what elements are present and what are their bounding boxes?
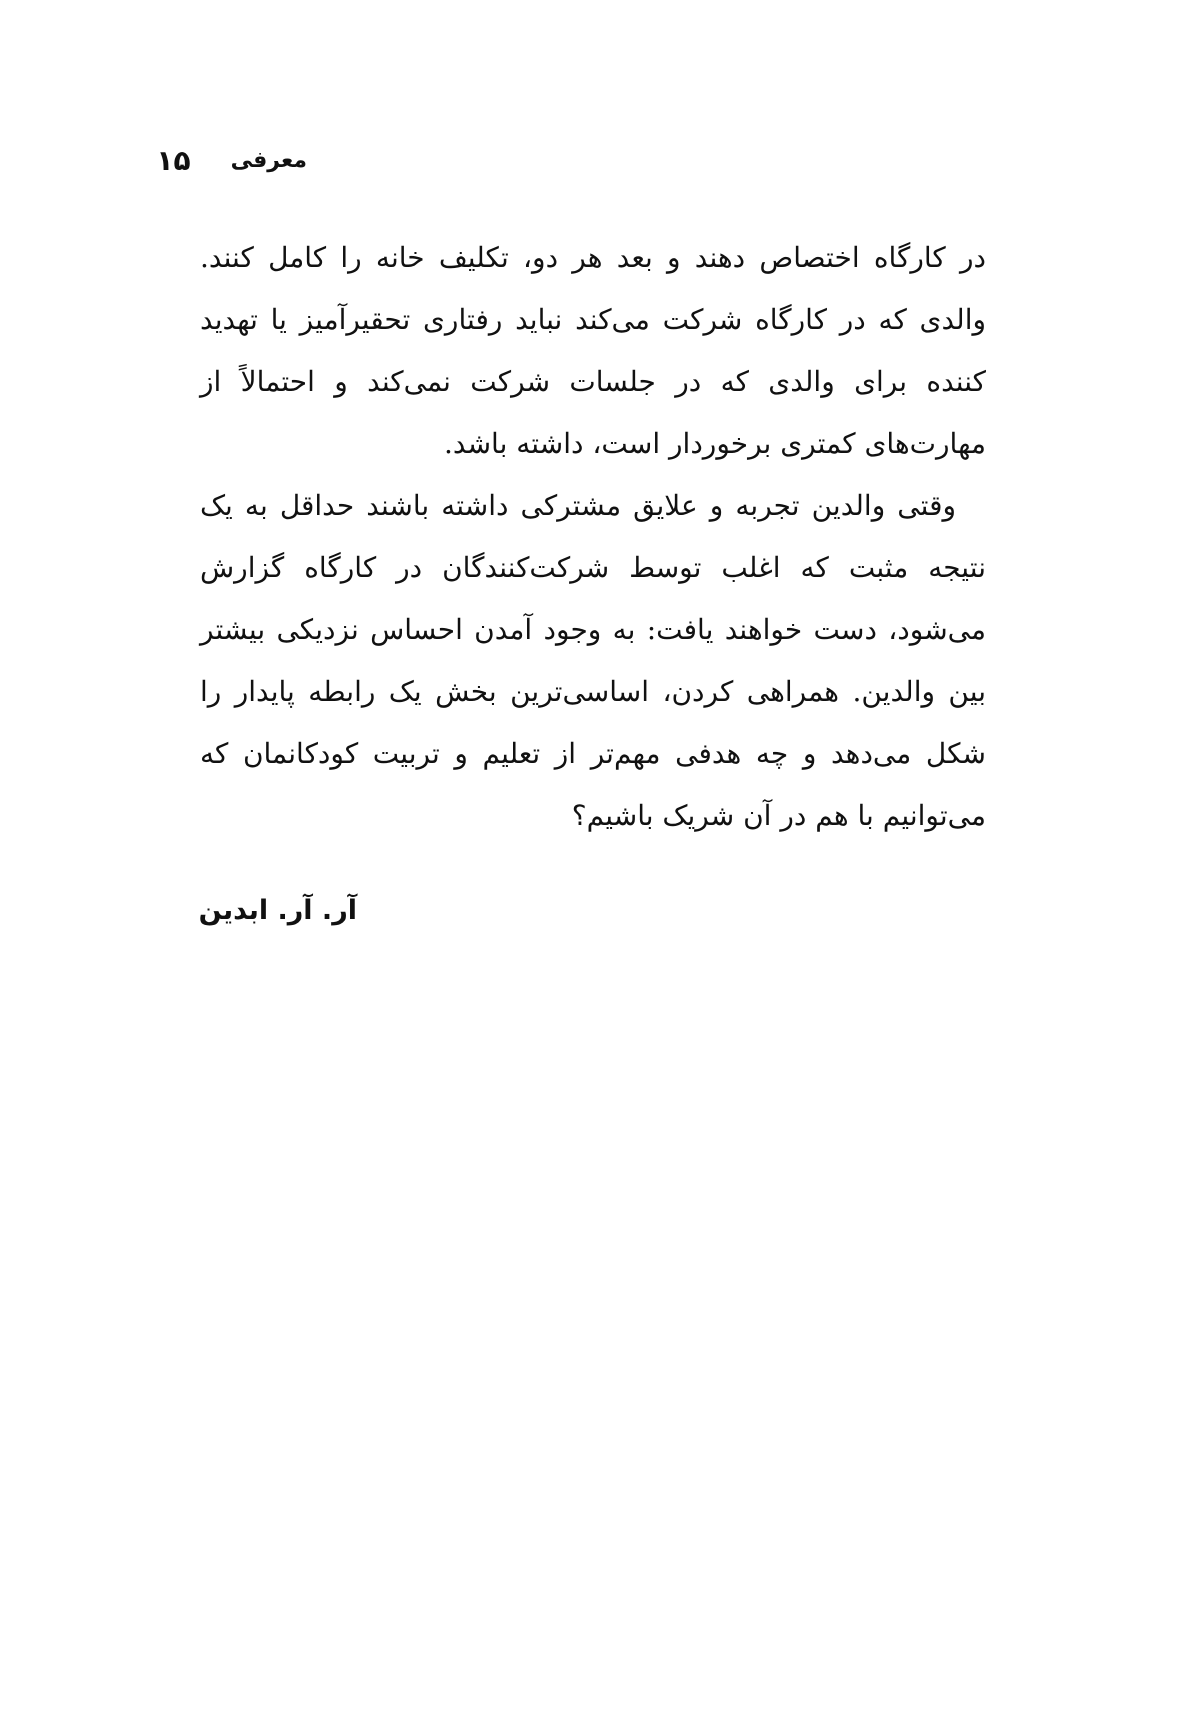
paragraph: وقتی والدین تجربه و علایق مشترکی داشته باشند حداقل به یک نتیجه مثبت که اغلب توسط شرکت‌کنندگان در کارگاه گزارش می‌شود، دست خواهند یافت: به وجود آمدن احساس نزدیکی بیشتر بین والدین. همراهی کردن، اساسی‌ترین بخش یک رابطه پایدار را شکل می‌دهد و چه هدفی مهم‌تر از تعلیم و تربیت کودکانمان که می‌توانیم با هم در آن شریک باشیم؟ (200, 489, 986, 832)
chapter-title: معرفی (230, 147, 307, 173)
page-number: ۱۵ (156, 143, 191, 177)
body-text (200, 227, 986, 847)
paragraph: در کارگاه اختصاص دهند و بعد هر دو، تکلیف خانه را کامل کنند. والدی که در کارگاه شرکت می‌کند نباید رفتاری تحقیرآمیز یا تهدید کننده برای والدی که در جلسات شرکت نمی‌کند و احتمالاً از مهارت‌های کمتری برخوردار است، داشته باشد. (200, 241, 986, 460)
author-signature: آر. آر. ابدین (198, 895, 357, 926)
running-header (156, 140, 307, 180)
